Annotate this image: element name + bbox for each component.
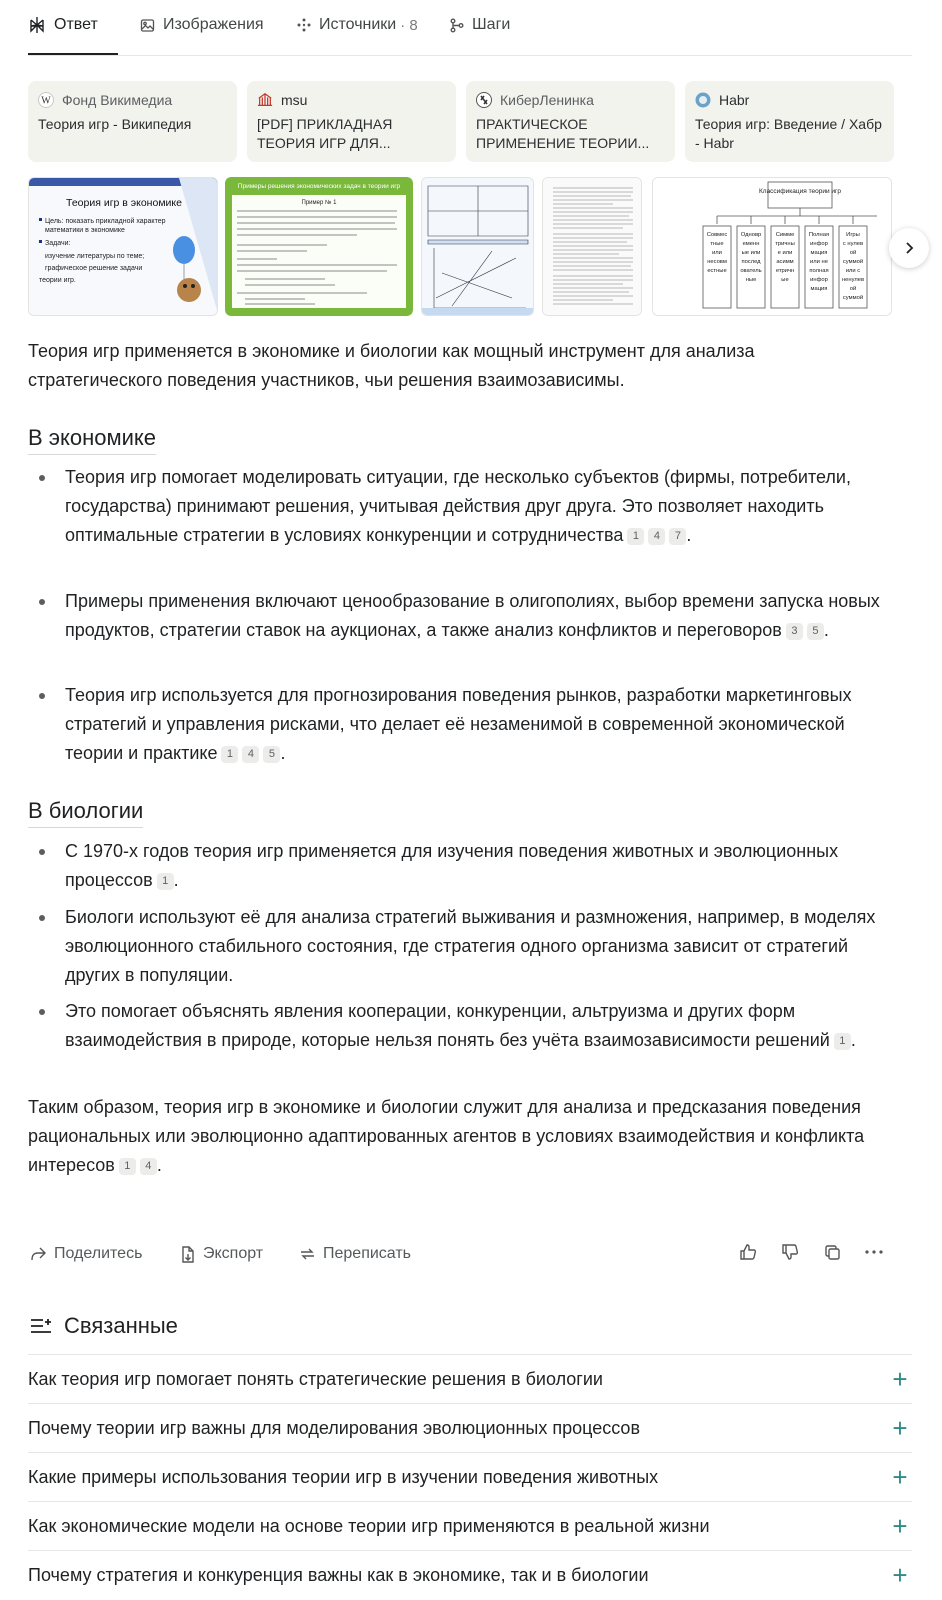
bullet-dot <box>39 475 45 481</box>
export-button[interactable] <box>180 1242 263 1266</box>
related-list-icon <box>30 1317 52 1335</box>
document-page-image <box>543 178 642 316</box>
slide-subtitle: Пример № 1 <box>301 200 337 206</box>
rewrite-icon <box>299 1246 316 1262</box>
list-item-text: Примеры применения включают ценообразование в олигополиях, выбор времени запуска новых продуктов, стратегии ставок на аукционах, а также анализ конфликтов и переговоров <box>65 591 880 640</box>
svg-text:W: W <box>41 95 51 107</box>
source-card[interactable] <box>685 81 894 162</box>
diagram-label: или <box>712 250 722 256</box>
related-title: Связанные <box>64 1313 178 1338</box>
image-thumbnail[interactable] <box>652 177 892 316</box>
diagram-label: асимм <box>776 259 794 265</box>
related-header <box>30 1311 178 1341</box>
citation-badge[interactable]: 4 <box>140 1158 157 1175</box>
diagram-title: Классификация теории игр <box>758 188 842 195</box>
plus-icon: + <box>892 1511 908 1541</box>
classification-diagram-image <box>653 178 892 316</box>
related-question-text: Какие примеры использования теории игр в изучении поведения животных <box>28 1466 659 1487</box>
source-title: Теория игр: Введение / Хабр - Habr <box>695 116 882 151</box>
bullet-dot <box>39 849 45 855</box>
image-thumbnail[interactable] <box>421 177 534 316</box>
citation-badge[interactable]: 3 <box>786 623 803 640</box>
source-card[interactable] <box>466 81 675 162</box>
list-item: Теория игр помогает моделировать ситуации, где несколько субъектов (фирмы, потребители, государства) принимают решения, учитывая действия друг друга. Это позволяет находить оптимальные стратегии в условиях конкуренции и сотрудничества 1 4 7 . <box>65 463 905 550</box>
tab-sources-label: Источники <box>319 16 397 33</box>
diagram-label: Совмес <box>706 232 728 238</box>
related-question[interactable] <box>28 1354 912 1403</box>
share-icon <box>30 1246 47 1262</box>
related-question[interactable] <box>28 1501 912 1550</box>
citation-badge[interactable]: 4 <box>242 746 259 763</box>
diagram-label: етричн <box>775 268 795 274</box>
conclusion-text: Таким образом, теория игр в экономике и биологии служит для анализа и предсказания поведения рациональных или эволюционно адаптированных агентов в условиях взаимодействия и конфликта интересов <box>28 1097 865 1175</box>
citation-badge[interactable]: 1 <box>157 873 174 890</box>
source-site: Habr <box>719 92 750 108</box>
active-tab-indicator <box>28 53 118 55</box>
diagram-label: инфор <box>810 277 828 283</box>
wikipedia-icon <box>38 92 54 108</box>
diagram-label: ые или <box>741 250 761 256</box>
diagram-label: ой <box>849 286 857 292</box>
tab-steps[interactable] <box>450 14 510 36</box>
thumbs-down-icon <box>781 1243 799 1261</box>
citation-badge[interactable]: 4 <box>648 528 665 545</box>
list-item: С 1970-х годов теория игр применяется для изучения поведения животных и эволюционных процессов 1 . <box>65 837 905 895</box>
citation-badge[interactable]: 5 <box>263 746 280 763</box>
tab-answer-label: Ответ <box>54 16 98 33</box>
diagram-label: ователь <box>740 268 762 274</box>
bullet-dot <box>39 915 45 921</box>
rewrite-label: Переписать <box>323 1245 412 1262</box>
section-heading: В экономике <box>28 424 156 455</box>
tab-images[interactable] <box>140 14 264 36</box>
related-question[interactable] <box>28 1550 912 1599</box>
source-card[interactable] <box>247 81 456 162</box>
share-label: Поделитесь <box>54 1245 143 1262</box>
thumbs-down-button[interactable] <box>778 1240 802 1264</box>
thumbs-up-icon <box>739 1243 757 1261</box>
copy-icon <box>824 1244 841 1261</box>
source-card[interactable] <box>28 81 237 162</box>
bullet-dot <box>39 1009 45 1015</box>
diagram-label: несовм <box>707 259 727 265</box>
tab-steps-label: Шаги <box>472 16 511 33</box>
diagram-label: ненулев <box>841 277 865 283</box>
diagram-label: или не <box>810 259 828 265</box>
section-heading: В биологии <box>28 797 143 828</box>
answer-conclusion: Таким образом, теория игр в экономике и биологии служит для анализа и предсказания поведения рациональных или эволюционно адаптированных агентов в условиях взаимодействия и конфликта интересов 1 4 . <box>28 1097 865 1175</box>
diagram-label: полная <box>809 268 829 274</box>
habr-icon <box>695 92 711 108</box>
tab-sources[interactable] <box>297 14 418 36</box>
citation-badge[interactable]: 1 <box>221 746 238 763</box>
diagram-label: Симме <box>775 232 795 238</box>
source-site: Фонд Викимедиа <box>62 92 173 108</box>
images-next-button[interactable] <box>889 228 929 268</box>
source-title: ПРАКТИЧЕСКОЕ ПРИМЕНЕНИЕ ТЕОРИИ... <box>476 116 650 151</box>
copy-button[interactable] <box>820 1240 844 1264</box>
source-site: КиберЛенинка <box>500 92 594 108</box>
slide-title: Примеры решения экономических задач в теории игр <box>237 183 401 190</box>
image-thumbnail[interactable] <box>225 177 413 316</box>
thumbs-up-button[interactable] <box>736 1240 760 1264</box>
slide-title: Теория игр в экономике <box>66 197 182 209</box>
list-item <box>65 903 905 990</box>
more-horizontal-icon <box>865 1250 883 1254</box>
diagram-label: естные <box>707 268 727 274</box>
export-icon <box>180 1246 196 1263</box>
related-question[interactable] <box>28 1403 912 1452</box>
bullet-dot <box>39 693 45 699</box>
answer-intro: Теория игр применяется в экономике и биологии как мощный инструмент для анализа стратегического поведения участников, чьи решения взаимозависимы. <box>28 341 755 390</box>
chevron-right-icon <box>902 241 916 255</box>
diagram-label: ые <box>781 277 789 283</box>
diagram-label: или с <box>845 268 861 274</box>
list-item-text: Теория игр используется для прогнозирования поведения рынков, разработки маркетинговых стратегий и управления рисками, что делает её незаменимой в современной экономической теории и практике <box>65 685 852 763</box>
related-question-text: Почему теории игр важны для моделирования эволюционных процессов <box>28 1417 640 1438</box>
diagram-label: суммой <box>842 259 864 265</box>
perplexity-logo-icon <box>28 16 46 34</box>
diagram-label: Игры <box>846 232 860 238</box>
payoff-graph-image <box>422 178 534 316</box>
rewrite-button[interactable] <box>299 1242 411 1266</box>
image-icon <box>140 18 155 33</box>
slide-economy-image <box>29 178 218 316</box>
source-site: msu <box>281 92 308 108</box>
diagram-label: е или <box>777 250 793 256</box>
related-question-text: Как теория игр помогает понять стратегические решения в биологии <box>28 1368 603 1389</box>
diagram-label: тричны <box>775 241 795 247</box>
steps-icon <box>450 18 464 33</box>
diagram-label: еменн <box>742 241 760 247</box>
list-item: Теория игр используется для прогнозирования поведения рынков, разработки маркетинговых стратегий и управления рисками, что делает её незаменимой в современной экономической теории и практике 1 4 5 . <box>65 681 905 768</box>
list-item: Это помогает объяснять явления кооперации, конкуренции, альтруизма и других форм взаимодействия в природе, которые нельзя понять без учёта взаимозависимости решений 1 . <box>65 997 905 1055</box>
related-question[interactable] <box>28 1452 912 1501</box>
list-item-text: Биологи используют её для анализа стратегий выживания и размножения, например, в моделях эволюционного стабильного состояния, где стратегия одного организма зависит от стратегий других в популяции. <box>65 907 876 985</box>
tab-images-label: Изображения <box>163 16 264 33</box>
citation-badge[interactable]: 1 <box>119 1158 136 1175</box>
sources-count: · 8 <box>400 16 418 34</box>
citation-badge[interactable]: 1 <box>627 528 644 545</box>
source-title: Теория игр - Википедия <box>38 116 192 132</box>
tab-answer[interactable] <box>28 14 98 36</box>
related-question-text: Почему стратегия и конкуренция важны как в экономике, так и в биологии <box>28 1564 649 1585</box>
diagram-label: послед <box>741 259 761 265</box>
diagram-label: с нулев <box>842 241 864 247</box>
diagram-label: мация <box>810 286 828 292</box>
plus-icon: + <box>892 1462 908 1492</box>
msu-icon <box>257 92 273 108</box>
share-button[interactable] <box>30 1242 142 1266</box>
sources-icon <box>297 18 311 32</box>
plus-icon: + <box>892 1413 908 1443</box>
list-item-text: С 1970-х годов теория игр применяется для изучения поведения животных и эволюционных процессов <box>65 841 839 890</box>
slide-line: изучение литературы по теме; <box>45 253 145 260</box>
list-item: Примеры применения включают ценообразование в олигополиях, выбор времени запуска новых продуктов, стратегии ставок на аукционах, а также анализ конфликтов и переговоров 3 5 . <box>65 587 905 645</box>
list-item-text: Теория игр помогает моделировать ситуации, где несколько субъектов (фирмы, потребители, государства) принимают решения, учитывая действия друг друга. Это позволяет находить оптимальные стратегии в условиях конкуренции и сотрудничества <box>65 467 851 545</box>
diagram-label: мация <box>810 250 828 256</box>
slide-examples-image <box>225 177 413 316</box>
image-thumbnail[interactable] <box>28 177 218 316</box>
diagram-label: Полная <box>808 232 830 238</box>
slide-line: Цель: показать прикладной характер <box>45 218 166 225</box>
slide-line: графическое решение задачи <box>45 265 143 272</box>
image-thumbnail[interactable] <box>542 177 642 316</box>
related-question-text: Как экономические модели на основе теории игр применяются в реальной жизни <box>28 1515 710 1536</box>
citation-badge[interactable]: 1 <box>834 1033 851 1050</box>
diagram-label: инфор <box>810 241 828 247</box>
citation-badge[interactable]: 5 <box>807 623 824 640</box>
answer-tabs <box>28 0 912 56</box>
bullet-dot <box>39 599 45 605</box>
diagram-label: ой <box>849 250 857 256</box>
slide-line: математики в экономике <box>45 227 125 234</box>
slide-line: теории игр. <box>39 277 76 284</box>
citation-badge[interactable]: 7 <box>669 528 686 545</box>
more-options-button[interactable] <box>862 1240 886 1264</box>
diagram-label: ные <box>745 277 757 283</box>
slide-line: Задачи: <box>45 240 71 247</box>
diagram-label: тные <box>710 241 724 247</box>
list-item-text: Это помогает объяснять явления кооперации, конкуренции, альтруизма и других форм взаимодействия в природе, которые нельзя понять без учёта взаимозависимости решений <box>65 1001 830 1050</box>
export-label: Экспорт <box>203 1245 264 1262</box>
plus-icon: + <box>892 1364 908 1394</box>
diagram-label: суммой <box>842 295 864 301</box>
plus-icon: + <box>892 1560 908 1590</box>
source-title: [PDF] ПРИКЛАДНАЯ ТЕОРИЯ ИГР ДЛЯ... <box>257 116 393 151</box>
cyberleninka-icon <box>476 92 492 108</box>
diagram-label: Одновр <box>740 232 762 238</box>
